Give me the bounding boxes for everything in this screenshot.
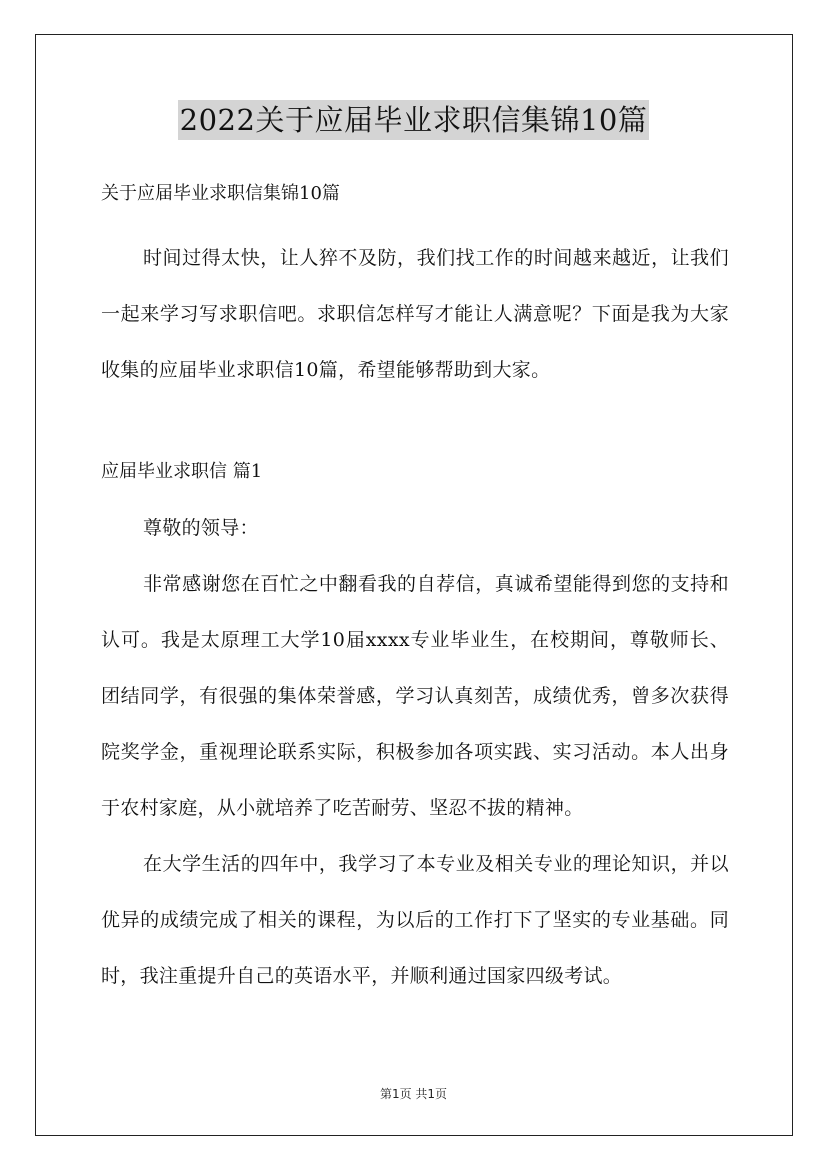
title-container — [0, 100, 827, 140]
intro-paragraph: 时间过得太快，让人猝不及防，我们找工作的时间越来越近，让我们一起来学习写求职信吧。求职信怎样写才能让人满意呢？下面是我为大家收集的应届毕业求职信10篇，希望能够帮助到大家。 — [101, 247, 729, 381]
page-footer: 第1页 共1页 — [379, 1087, 448, 1101]
salutation: 尊敬的领导： — [143, 517, 259, 539]
spacer — [101, 398, 729, 452]
document-subtitle: 关于应届毕业求职信集锦10篇 — [101, 183, 340, 204]
document-title: 2022关于应届毕业求职信集锦10篇 — [178, 100, 650, 140]
spacer — [101, 492, 729, 500]
section-heading: 应届毕业求职信 篇1 — [101, 461, 263, 482]
document-body — [101, 176, 729, 1004]
spacer — [101, 212, 729, 230]
body-paragraph-1: 非常感谢您在百忙之中翻看我的自荐信，真诚希望能得到您的支持和认可。我是太原理工大学10届xxxx专业毕业生，在校期间，尊敬师长、团结同学，有很强的集体荣誉感，学习认真刻苦，成绩优秀，曾多次获得院奖学金，重视理论联系实际，积极参加各项实践、实习活动。本人出身于农村家庭，从小就培养了吃苦耐劳、坚忍不拔的精神。 — [101, 573, 729, 819]
body-paragraph-2: 在大学生活的四年中，我学习了本专业及相关专业的理论知识，并以优异的成绩完成了相关的课程，为以后的工作打下了坚实的专业基础。同时，我注重提升自己的英语水平，并顺利通过国家四级考试。 — [101, 853, 729, 987]
